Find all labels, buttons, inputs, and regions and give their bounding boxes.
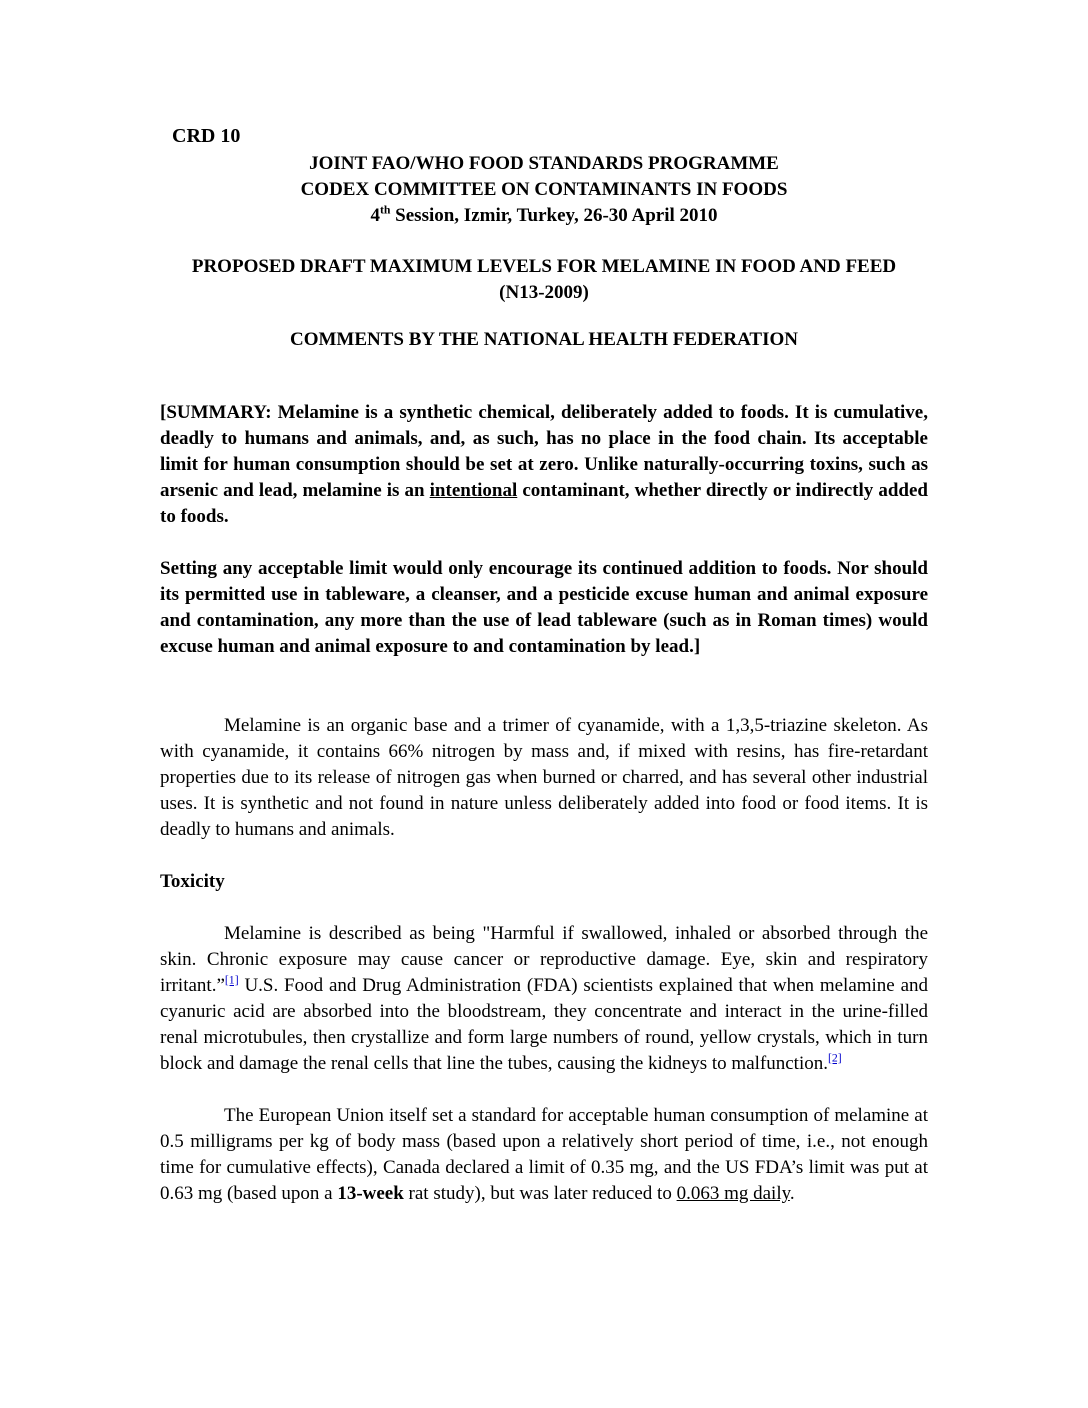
text-segment: Toxicity: [160, 871, 225, 892]
document-reference: CRD 10: [172, 125, 241, 147]
text-segment: Melamine is described as being "Harmful if swallowed, inhaled or absorbed through the skin. Chronic exposure may cause cancer or reproductive damage. Eye, skin and respiratory irritant.”: [160, 923, 928, 996]
header-line-committee: [160, 177, 928, 203]
summary-paragraph-2: [160, 556, 928, 660]
text-segment: 4: [370, 205, 380, 226]
footnote-link[interactable]: [1]: [224, 973, 239, 987]
text-segment: 13-week: [337, 1183, 404, 1204]
text-segment: Setting any acceptable limit would only encourage its continued addition to foods. Nor should its permitted use in tableware, a cleanser, and a pesticide excuse human and animal exposure and contamination, any more than the use of lead tableware (such as in Roman times) would excuse human and animal exposure to and contamination by lead.]: [160, 558, 928, 657]
text-segment: th: [379, 203, 391, 217]
text-segment: [SUMMARY: Melamine is a synthetic chemical, deliberately added to foods. It is cumulative, deadly to humans and animals, and, as such, has no place in the food chain. Its acceptable limit for human consumption should be set at zero. Unlike naturally-occurring toxins, such as arsenic and lead, melamine is an: [160, 402, 928, 501]
limits-paragraph: [160, 1103, 928, 1207]
document-body: [160, 400, 928, 1207]
footnote-link[interactable]: [2]: [827, 1051, 842, 1065]
header-line-programme: [160, 151, 928, 177]
header-line-session: [160, 203, 928, 229]
text-segment: rat study), but was later reduced to: [403, 1183, 677, 1204]
comments-attribution: COMMENTS BY THE NATIONAL HEALTH FEDERATION: [290, 329, 798, 350]
text-segment: Melamine is an organic base and a trimer of cyanamide, with a 1,3,5-triazine skeleton. As with cyanamide, it contains 66% nitrogen by mass and, if mixed with resins, has fire-retardant properties due to its release of nitrogen gas when burned or charred, and has several other industrial uses. It is synthetic and not found in nature unless deliberately added into food or food items. It is deadly to humans and animals.: [160, 715, 928, 840]
document-title-block: [160, 254, 928, 306]
text-segment: CODEX COMMITTEE ON CONTAMINANTS IN FOODS: [300, 179, 788, 200]
text-segment: contaminant, whether directly or indirectly added to foods.: [160, 480, 929, 527]
text-segment: 0.063 mg daily: [676, 1183, 790, 1204]
text-segment: The European Union itself set a standard for acceptable human consumption of melamine at 0.5 milligrams per kg of body mass (based upon a relatively short period of time, i.e., not enough time for cumulative effects), Canada declared a limit of 0.35 mg, and the US FDA’s limit was put at 0.63 mg (based upon a: [160, 1105, 928, 1204]
toxicity-paragraph: [160, 921, 928, 1077]
text-segment: (N13-2009): [499, 282, 589, 303]
intro-paragraph: [160, 713, 928, 843]
text-segment: Session, Izmir, Turkey, 26-30 April 2010: [390, 205, 718, 226]
text-segment: U.S. Food and Drug Administration (FDA) scientists explained that when melamine and cyanuric acid are absorbed into the bloodstream, they concentrate and interact in the urine-filled renal microtubules, then crystallize and form large numbers of round, yellow crystals, which in turn block and damage the renal cells that line the tubes, causing the kidneys to malfunction.: [160, 975, 928, 1074]
reference-number-line: [160, 280, 928, 306]
text-segment: intentional: [429, 480, 518, 501]
title-line: [160, 254, 928, 280]
document-header: [160, 151, 928, 229]
text-segment: JOINT FAO/WHO FOOD STANDARDS PROGRAMME: [309, 153, 779, 174]
summary-paragraph-1: [160, 400, 928, 530]
text-segment: PROPOSED DRAFT MAXIMUM LEVELS FOR MELAMINE IN FOOD AND FEED: [191, 256, 897, 277]
toxicity-heading: [160, 869, 928, 895]
text-segment: .: [789, 1183, 795, 1204]
